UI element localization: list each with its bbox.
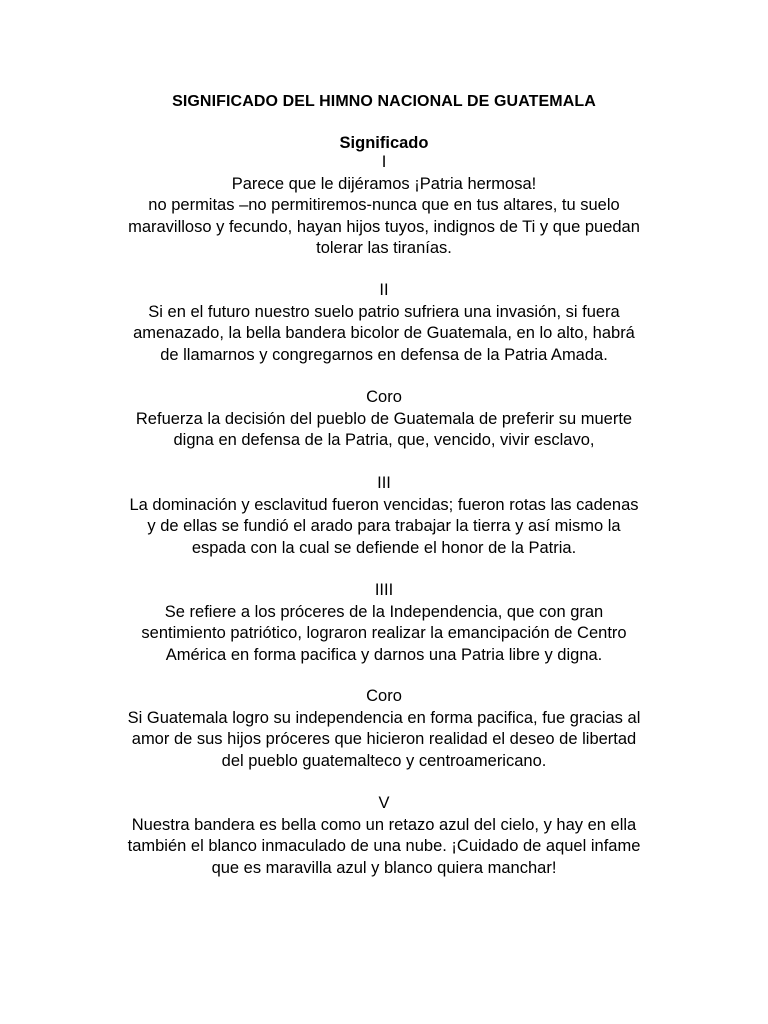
- paragraph-line: no permitas –no permitiremos-nunca que en tus altares, tu suelo: [148, 196, 620, 214]
- paragraph-line: amor de sus hijos próceres que hicieron realidad el deseo de libertad: [131, 730, 637, 748]
- section-coro-2: [100, 686, 668, 772]
- paragraph-line: digna en defensa de la Patria, que, vencido, vivir esclavo,: [173, 431, 595, 449]
- paragraph-line: amenazado, la bella bandera bicolor de Guatemala, en lo alto, habrá: [133, 324, 635, 342]
- section-iiii: [100, 580, 668, 666]
- paragraph-line: que es maravilla azul y blanco quiera manchar!: [211, 858, 557, 877]
- paragraph-line: de llamarnos y congregarnos en defensa de la Patria Amada.: [160, 345, 608, 364]
- paragraph-line: y de ellas se fundió el arado para trabajar la tierra y así mismo la: [147, 517, 621, 535]
- section-heading: Coro: [366, 687, 402, 705]
- paragraph-line: América en forma pacifica y darnos una Patria libre y digna.: [165, 645, 603, 664]
- section-heading: V: [378, 794, 390, 812]
- section-heading: IIII: [374, 581, 394, 599]
- section-heading: II: [379, 281, 389, 299]
- paragraph-line: del pueblo guatemalteco y centroamericano.: [221, 751, 547, 770]
- paragraph-line: La dominación y esclavitud fueron vencidas; fueron rotas las cadenas: [129, 495, 639, 514]
- section-heading: III: [377, 474, 391, 492]
- paragraph-line: maravilloso y fecundo, hayan hijos tuyos, indignos de Ti y que puedan: [128, 217, 640, 236]
- section-i: [100, 152, 668, 260]
- document-title: SIGNIFICADO DEL HIMNO NACIONAL DE GUATEMALA: [172, 93, 596, 110]
- paragraph-line: sentimiento patriótico, lograron realizar la emancipación de Centro: [141, 624, 627, 642]
- section-v: [100, 793, 668, 879]
- document-subtitle: Significado: [339, 134, 429, 152]
- paragraph-line: también el blanco inmaculado de una nube. ¡Cuidado de aquel infame: [127, 837, 641, 855]
- paragraph-line: Parece que le dijéramos ¡Patria hermosa!: [231, 174, 537, 193]
- paragraph-line: espada con la cual se defiende el honor de la Patria.: [191, 538, 577, 557]
- paragraph-line: tolerar las tiranías.: [316, 239, 452, 257]
- section-heading: Coro: [366, 388, 402, 406]
- section-heading: I: [381, 153, 387, 171]
- paragraph-line: Si Guatemala logro su independencia en forma pacifica, fue gracias al: [127, 708, 641, 727]
- paragraph-line: Refuerza la decisión del pueblo de Guatemala de preferir su muerte: [135, 409, 633, 428]
- section-coro-1: [100, 387, 668, 452]
- paragraph-line: Si en el futuro nuestro suelo patrio sufriera una invasión, si fuera: [148, 302, 620, 321]
- paragraph-line: Nuestra bandera es bella como un retazo azul del cielo, y hay en ella: [131, 815, 637, 834]
- section-ii: [100, 280, 668, 366]
- paragraph-line: Se refiere a los próceres de la Independencia, que con gran: [164, 602, 604, 621]
- section-iii: [100, 473, 668, 559]
